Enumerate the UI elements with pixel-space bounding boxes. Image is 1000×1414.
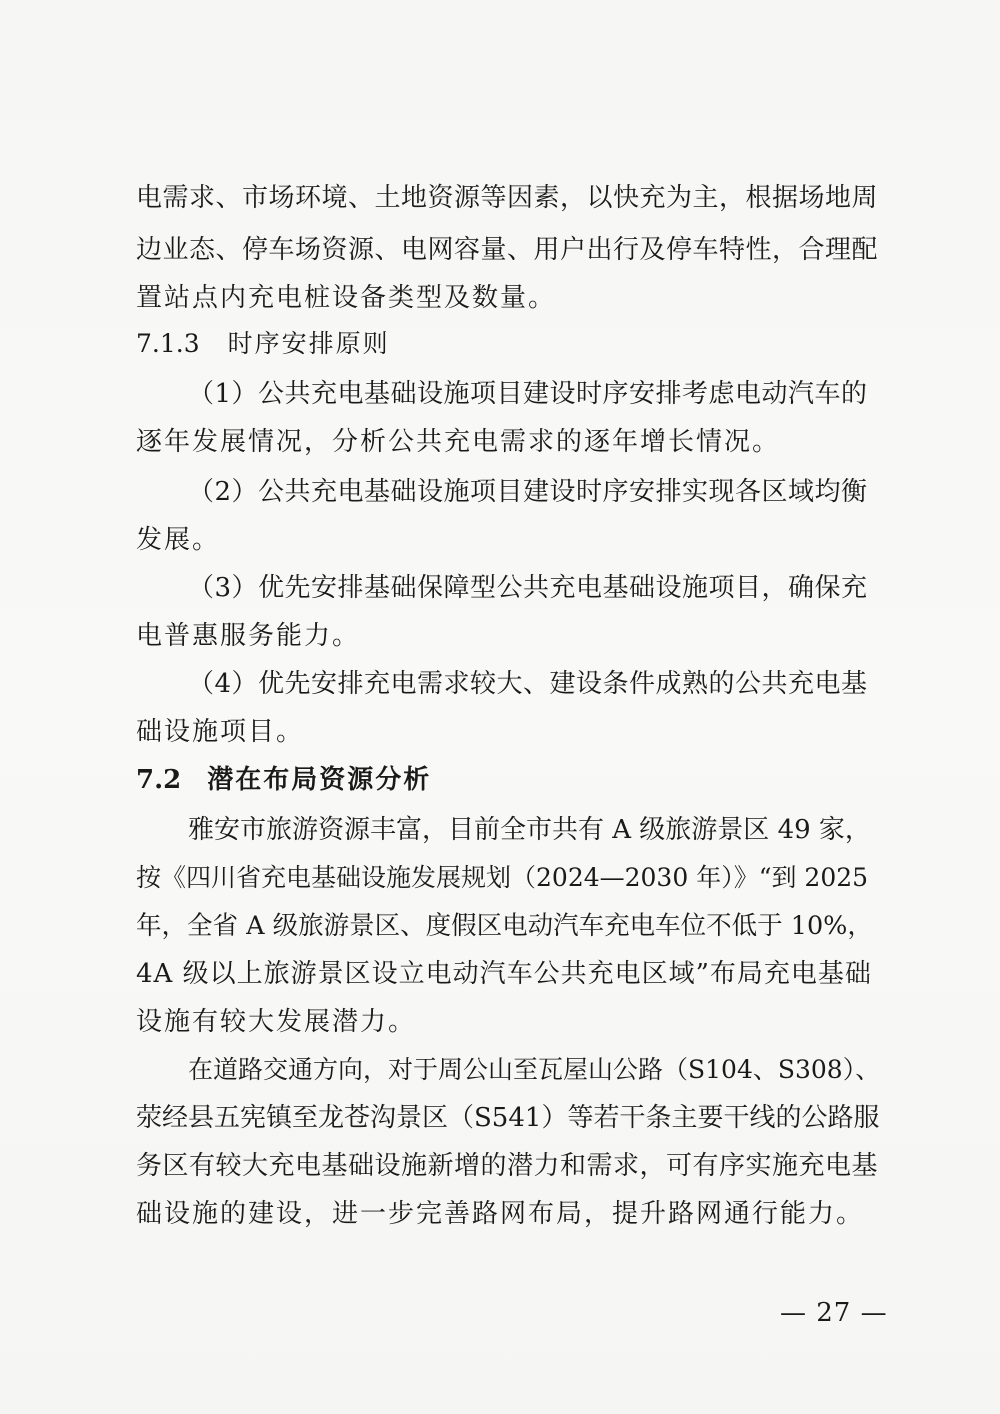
list-item-line: 电普惠服务能力。 <box>136 621 361 651</box>
body-text-line: 置站点内充电桩设备类型及数量。 <box>136 283 557 313</box>
body-text-line: 电需求、市场环境、土地资源等因素，以快充为主，根据场地周 <box>136 183 879 213</box>
section-title: 时序安排原则 <box>227 329 390 358</box>
paragraph-line: 础设施的建设，进一步完善路网布局，提升路网通行能力。 <box>136 1199 865 1229</box>
paragraph-line: 按《四川省充电基础设施发展规划（2024—2030 年）》“到 2025 <box>136 863 869 892</box>
paragraph-line: 务区有较大充电基础设施新增的潜力和需求，可有序实施充电基 <box>136 1151 879 1181</box>
list-item-line: （2）公共充电基础设施项目建设时序安排实现各区域均衡 <box>188 477 868 507</box>
paragraph-line: 荥经县五宪镇至龙苍沟景区（S541）等若干条主要干线的公路服 <box>136 1103 880 1133</box>
paragraph-line: 4A 级以上旅游景区设立电动汽车公共充电区域”布局充电基础 <box>136 959 872 989</box>
section-number: 7.2 <box>136 765 182 795</box>
paragraph-line: 设施有较大发展潜力。 <box>136 1007 417 1037</box>
list-item-line: 发展。 <box>136 525 221 555</box>
list-item-line: （1）公共充电基础设施项目建设时序安排考虑电动汽车的 <box>188 379 868 409</box>
list-item-line: （4）优先安排充电需求较大、建设条件成熟的公共充电基 <box>188 669 868 699</box>
page-number: — 27 — <box>780 1298 888 1328</box>
section-title: 潜在布局资源分析 <box>207 765 432 795</box>
paragraph-line: 雅安市旅游资源丰富，目前全市共有 A 级旅游景区 49 家， <box>188 815 871 845</box>
paragraph-line: 在道路交通方向，对于周公山至瓦屋山公路（S104、S308）、 <box>188 1055 881 1084</box>
paragraph-line: 年，全省 A 级旅游景区、度假区电动汽车充电车位不低于 10%， <box>136 911 873 941</box>
list-item-line: 逐年发展情况，分析公共充电需求的逐年增长情况。 <box>136 427 781 457</box>
section-heading-7-1-3 <box>136 326 390 362</box>
list-item-line: （3）优先安排基础保障型公共充电基础设施项目，确保充 <box>188 573 868 603</box>
list-item-line: 础设施项目。 <box>136 717 305 747</box>
section-heading-7-2 <box>136 762 431 798</box>
section-number: 7.1.3 <box>136 329 200 358</box>
body-text-line: 边业态、停车场资源、电网容量、用户出行及停车特性，合理配 <box>136 235 879 265</box>
